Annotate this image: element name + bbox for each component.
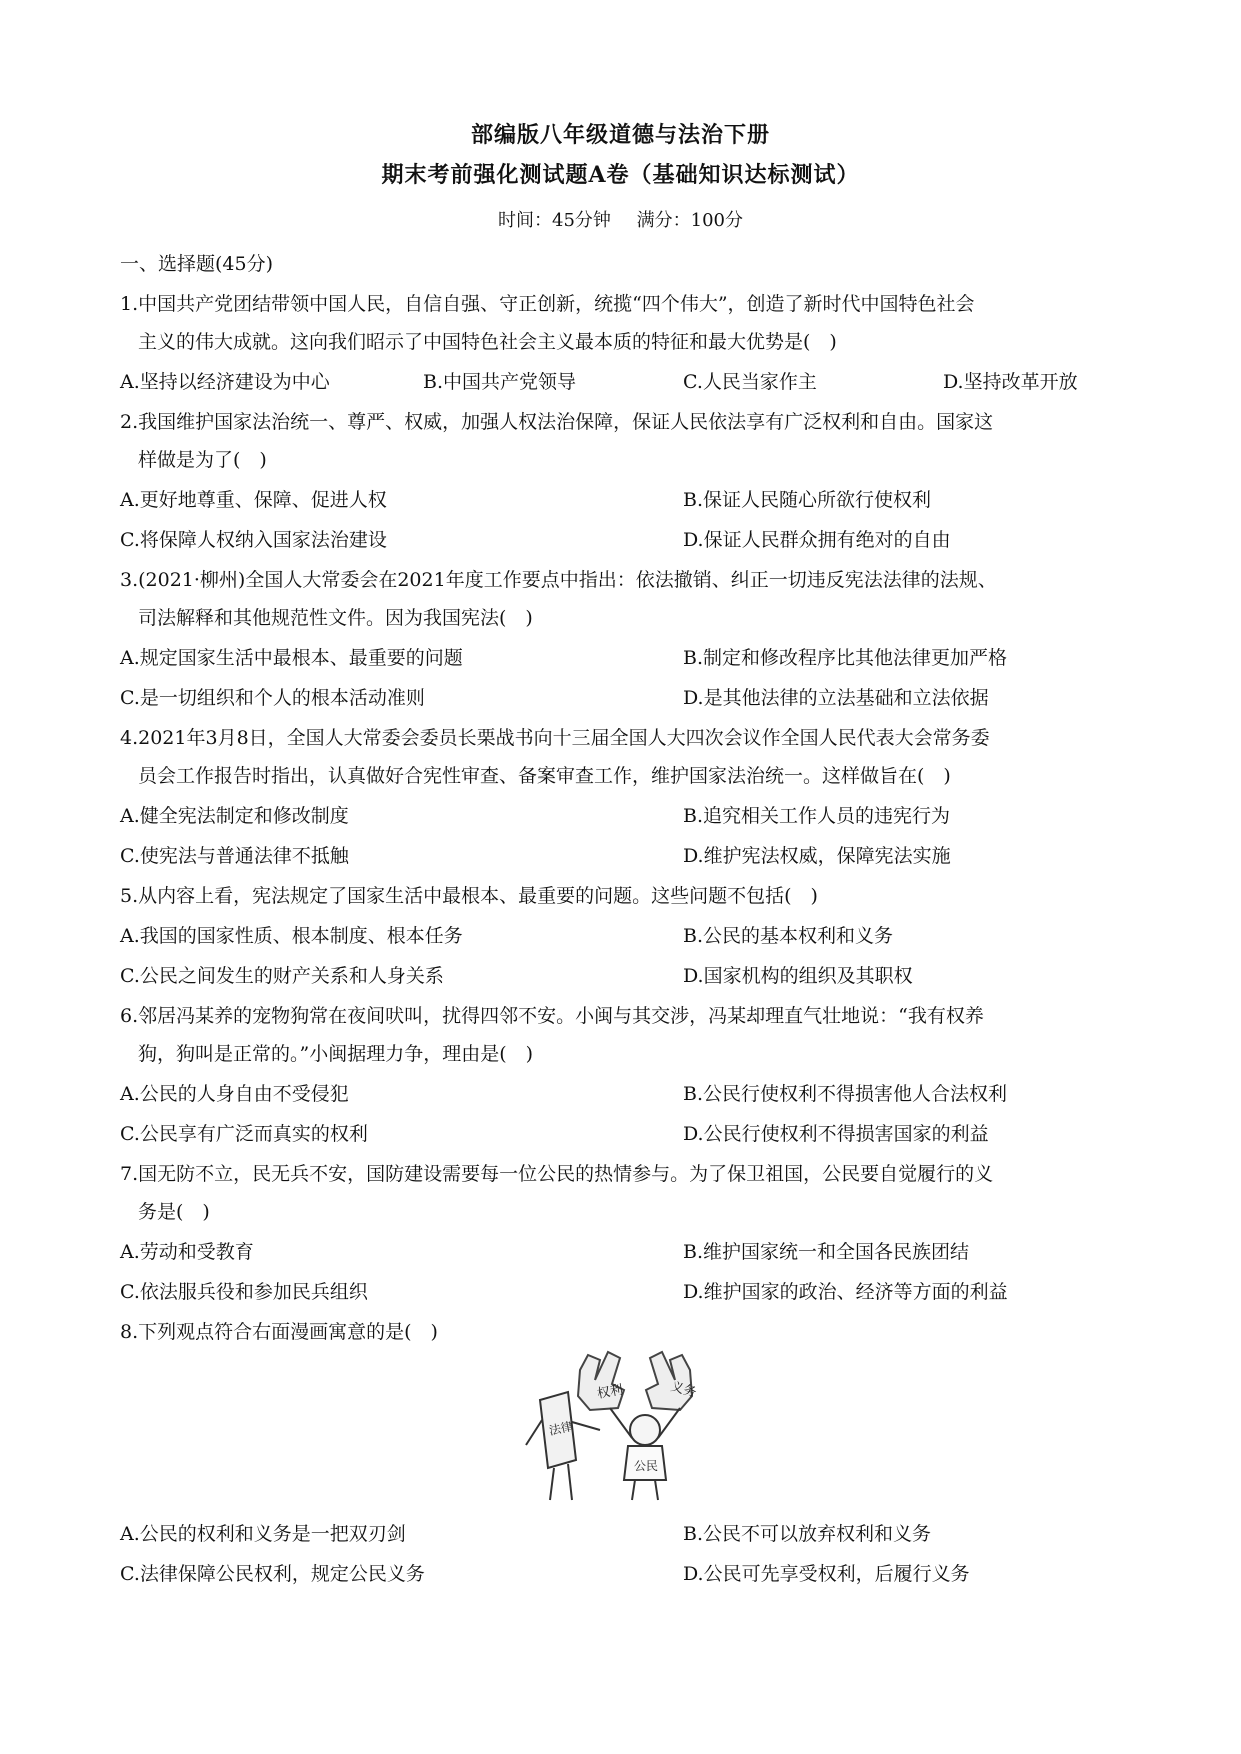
q3-stem-1: 3.(2021·柳州)全国人大常委会在2021年度工作要点中指出：依法撤销、纠正一切违反宪法法律的法规、: [120, 569, 997, 591]
q8-option-a[interactable]: A.公民的权利和义务是一把双刃剑: [120, 1523, 406, 1545]
q6-option-d[interactable]: D.公民行使权利不得损害国家的利益: [683, 1123, 989, 1145]
q3-option-d[interactable]: D.是其他法律的立法基础和立法依据: [683, 687, 989, 709]
q7-option-d[interactable]: D.维护国家的政治、经济等方面的利益: [683, 1281, 1008, 1303]
q4-option-c[interactable]: C.使宪法与普通法律不抵触: [120, 845, 349, 867]
q8-option-c[interactable]: C.法律保障公民权利，规定公民义务: [120, 1563, 425, 1585]
q6-stem-1: 6.邻居冯某养的宠物狗常在夜间吠叫，扰得四邻不安。小闽与其交涉，冯某却理直气壮地说：“我有权养: [120, 1005, 984, 1027]
q5-option-b[interactable]: B.公民的基本权利和义务: [683, 925, 894, 947]
q4-option-a[interactable]: A.健全宪法制定和修改制度: [120, 805, 349, 827]
q2-option-a[interactable]: A.更好地尊重、保障、促进人权: [120, 489, 387, 511]
q1-stem-2: 主义的伟大成就。这向我们昭示了中国特色社会主义最本质的特征和最大优势是( ): [138, 331, 837, 353]
q1-option-b[interactable]: B.中国共产党领导: [423, 371, 577, 393]
q4-stem-1: 4.2021年3月8日，全国人大常委会委员长栗战书向十三届全国人大四次会议作全国人民代表大会常务委: [120, 727, 990, 749]
q3-option-b[interactable]: B.制定和修改程序比其他法律更加严格: [683, 647, 1008, 669]
q5-option-a[interactable]: A.我国的国家性质、根本制度、根本任务: [120, 925, 463, 947]
q5-option-d[interactable]: D.国家机构的组织及其职权: [683, 965, 913, 987]
q2-option-d[interactable]: D.保证人民群众拥有绝对的自由: [683, 529, 951, 551]
q4-option-b[interactable]: B.追究相关工作人员的违宪行为: [683, 805, 951, 827]
q8-option-d[interactable]: D.公民可先享受权利，后履行义务: [683, 1563, 970, 1585]
q2-option-b[interactable]: B.保证人民随心所欲行使权利: [683, 489, 932, 511]
q6-stem-2: 狗，狗叫是正常的。”小闽据理力争，理由是( ): [138, 1043, 534, 1065]
q7-stem-2: 务是( ): [138, 1201, 210, 1223]
q7-option-c[interactable]: C.依法服兵役和参加民兵组织: [120, 1281, 368, 1303]
q3-option-c[interactable]: C.是一切组织和个人的根本活动准则: [120, 687, 425, 709]
q3-stem-2: 司法解释和其他规范性文件。因为我国宪法( ): [138, 607, 533, 629]
q1-stem-1: 1.中国共产党团结带领中国人民，自信自强、守正创新，统揽“四个伟大”，创造了新时代中国特色社会: [120, 293, 975, 315]
q4-stem-2: 员会工作报告时指出，认真做好合宪性审查、备案审查工作，维护国家法治统一。这样做旨在( ): [138, 765, 951, 787]
q1-option-d[interactable]: D.坚持改革开放: [943, 371, 1078, 393]
q5-stem-1: 5.从内容上看，宪法规定了国家生活中最根本、最重要的问题。这些问题不包括( ): [120, 885, 818, 907]
q1-option-a[interactable]: A.坚持以经济建设为中心: [120, 371, 330, 393]
cartoon-illustration-icon: [520, 1350, 730, 1510]
q2-stem-1: 2.我国维护国家法治统一、尊严、权威，加强人权法治保障，保证人民依法享有广泛权利和自由。国家这: [120, 411, 994, 433]
page-title: 部编版八年级道德与法治下册: [470, 122, 770, 148]
q2-option-c[interactable]: C.将保障人权纳入国家法治建设: [120, 529, 387, 551]
q2-stem-2: 样做是为了( ): [138, 449, 267, 471]
cartoon-label-duties: 义务: [669, 1378, 699, 1400]
q1-option-c[interactable]: C.人民当家作主: [683, 371, 817, 393]
q6-option-a[interactable]: A.公民的人身自由不受侵犯: [120, 1083, 349, 1105]
cartoon-label-law: 法律: [547, 1419, 575, 1438]
exam-score: 满分：100分: [636, 210, 743, 231]
q7-option-a[interactable]: A.劳动和受教育: [120, 1241, 254, 1263]
q5-option-c[interactable]: C.公民之间发生的财产关系和人身关系: [120, 965, 444, 987]
q8-stem-1: 8.下列观点符合右面漫画寓意的是( ): [120, 1321, 438, 1343]
section-heading: 一、选择题(45分): [120, 253, 274, 275]
q8-option-b[interactable]: B.公民不可以放弃权利和义务: [683, 1523, 932, 1545]
q7-stem-1: 7.国无防不立，民无兵不安，国防建设需要每一位公民的热情参与。为了保卫祖国，公民要自觉履行的义: [120, 1163, 994, 1185]
q6-option-c[interactable]: C.公民享有广泛而真实的权利: [120, 1123, 368, 1145]
page-subtitle: 期末考前强化测试题A卷（基础知识达标测试）: [381, 162, 860, 188]
q7-option-b[interactable]: B.维护国家统一和全国各民族团结: [683, 1241, 970, 1263]
cartoon-label-citizen: 公民: [634, 1459, 659, 1473]
q4-option-d[interactable]: D.维护宪法权威，保障宪法实施: [683, 845, 951, 867]
q6-option-b[interactable]: B.公民行使权利不得损害他人合法权利: [683, 1083, 1008, 1105]
exam-time: 时间：45分钟: [498, 210, 611, 231]
cartoon-label-rights: 权利: [595, 1381, 625, 1401]
q3-option-a[interactable]: A.规定国家生活中最根本、最重要的问题: [120, 647, 463, 669]
exam-meta: [0, 206, 1241, 232]
